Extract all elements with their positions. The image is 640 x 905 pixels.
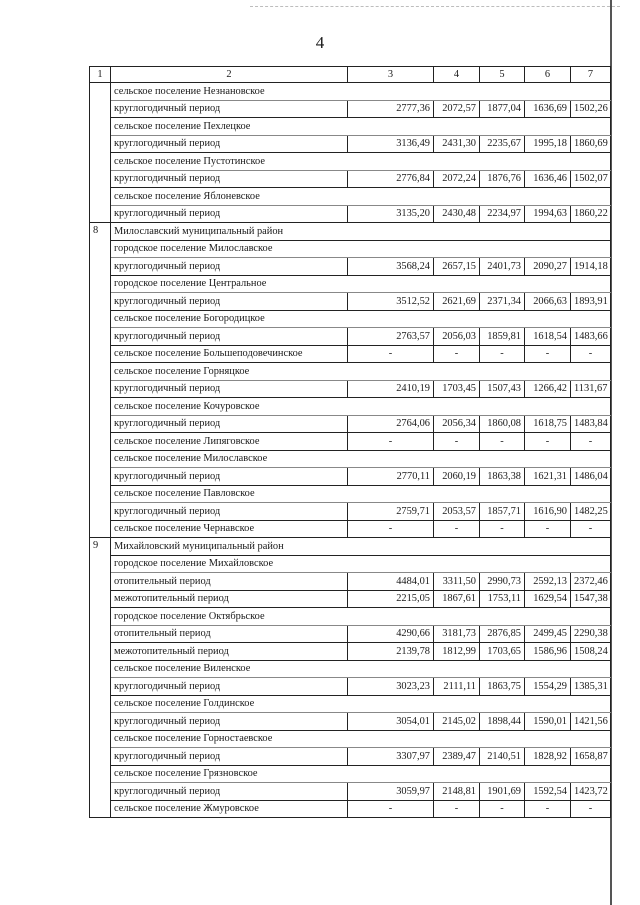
header-cell: 4 — [434, 67, 480, 83]
row-number-cell: 9 — [90, 538, 111, 818]
row-label: сельское поселение Пустотинское — [111, 153, 611, 171]
value-cell: 1812,99 — [434, 643, 480, 661]
value-cell: 1636,69 — [525, 100, 571, 118]
table-header-row — [90, 67, 611, 83]
value-cell: 1508,24 — [571, 643, 611, 661]
row-label: сельское поселение Большеподовечинское — [111, 345, 348, 363]
settlement-row — [90, 660, 611, 678]
row-label: круглогодичный период — [111, 713, 348, 731]
row-label: круглогодичный период — [111, 380, 348, 398]
value-cell: 1703,65 — [480, 643, 525, 661]
value-cell: 1860,22 — [571, 205, 611, 223]
value-cell: 2770,11 — [348, 468, 434, 486]
value-cell: 2111,11 — [434, 678, 480, 696]
value-cell: 1753,11 — [480, 590, 525, 608]
value-cell: 1901,69 — [480, 783, 525, 801]
value-cell: 1482,25 — [571, 503, 611, 521]
value-cell: 2215,05 — [348, 590, 434, 608]
value-cell: - — [571, 433, 611, 451]
district-name: Милославский муниципальный район — [111, 223, 611, 241]
table-row — [90, 380, 611, 398]
table-row — [90, 800, 611, 818]
table-row — [90, 678, 611, 696]
table-row — [90, 573, 611, 591]
district-row — [90, 223, 611, 241]
value-cell: 1703,45 — [434, 380, 480, 398]
row-label: сельское поселение Горностаевское — [111, 730, 611, 748]
value-cell: - — [348, 345, 434, 363]
value-cell: 1828,92 — [525, 748, 571, 766]
row-label: круглогодичный период — [111, 293, 348, 311]
settlement-row — [90, 765, 611, 783]
value-cell: - — [348, 800, 434, 818]
value-cell: 2430,48 — [434, 205, 480, 223]
value-cell: 1423,72 — [571, 783, 611, 801]
value-cell: 2072,57 — [434, 100, 480, 118]
value-cell: 3054,01 — [348, 713, 434, 731]
settlement-row — [90, 153, 611, 171]
settlement-row — [90, 730, 611, 748]
row-label: городское поселение Октябрьское — [111, 608, 611, 626]
value-cell: - — [434, 433, 480, 451]
value-cell: 3512,52 — [348, 293, 434, 311]
value-cell: 2776,84 — [348, 170, 434, 188]
row-label: круглогодичный период — [111, 415, 348, 433]
value-cell: - — [525, 800, 571, 818]
table-row — [90, 625, 611, 643]
value-cell: 1629,54 — [525, 590, 571, 608]
row-label: сельское поселение Яблоневское — [111, 188, 611, 206]
value-cell: 2371,34 — [480, 293, 525, 311]
row-label: сельское поселение Чернавское — [111, 520, 348, 538]
value-cell: 4484,01 — [348, 573, 434, 591]
value-cell: 2234,97 — [480, 205, 525, 223]
value-cell: 1266,42 — [525, 380, 571, 398]
value-cell: 3311,50 — [434, 573, 480, 591]
value-cell: 1994,63 — [525, 205, 571, 223]
value-cell: 1863,38 — [480, 468, 525, 486]
value-cell: 1547,38 — [571, 590, 611, 608]
table-row — [90, 748, 611, 766]
value-cell: 2090,27 — [525, 258, 571, 276]
value-cell: 2290,38 — [571, 625, 611, 643]
value-cell: 3181,73 — [434, 625, 480, 643]
value-cell: 2145,02 — [434, 713, 480, 731]
row-label: круглогодичный период — [111, 468, 348, 486]
value-cell: 2431,30 — [434, 135, 480, 153]
table-row — [90, 503, 611, 521]
value-cell: - — [571, 520, 611, 538]
district-name: Михайловский муниципальный район — [111, 538, 611, 556]
row-label: круглогодичный период — [111, 100, 348, 118]
row-label: городское поселение Михайловское — [111, 555, 611, 573]
row-label: городское поселение Милославское — [111, 240, 611, 258]
value-cell: - — [348, 520, 434, 538]
value-cell: 2148,81 — [434, 783, 480, 801]
tariff-table — [89, 66, 611, 818]
row-number-cell: 8 — [90, 223, 111, 538]
value-cell: 2235,67 — [480, 135, 525, 153]
value-cell: - — [525, 345, 571, 363]
row-label: сельское поселение Пехлецкое — [111, 118, 611, 136]
value-cell: 1893,91 — [571, 293, 611, 311]
row-label: круглогодичный период — [111, 135, 348, 153]
value-cell: 2499,45 — [525, 625, 571, 643]
header-cell: 6 — [525, 67, 571, 83]
value-cell: 2410,19 — [348, 380, 434, 398]
value-cell: 1995,18 — [525, 135, 571, 153]
row-label: сельское поселение Голдинское — [111, 695, 611, 713]
value-cell: - — [571, 345, 611, 363]
row-label: отопительный период — [111, 573, 348, 591]
table-row — [90, 205, 611, 223]
header-cell: 1 — [90, 67, 111, 83]
value-cell: - — [480, 800, 525, 818]
value-cell: 2401,73 — [480, 258, 525, 276]
row-label: сельское поселение Кочуровское — [111, 398, 611, 416]
settlement-row — [90, 555, 611, 573]
value-cell: 1554,29 — [525, 678, 571, 696]
value-cell: 1483,66 — [571, 328, 611, 346]
settlement-row — [90, 608, 611, 626]
settlement-row — [90, 398, 611, 416]
value-cell: 2056,03 — [434, 328, 480, 346]
value-cell: 3568,24 — [348, 258, 434, 276]
row-label: межотопительный период — [111, 643, 348, 661]
table-row — [90, 520, 611, 538]
value-cell: 1486,04 — [571, 468, 611, 486]
value-cell: - — [434, 800, 480, 818]
row-label: сельское поселение Виленское — [111, 660, 611, 678]
value-cell: 1621,31 — [525, 468, 571, 486]
value-cell: 2759,71 — [348, 503, 434, 521]
row-label: сельское поселение Незнановское — [111, 83, 611, 101]
value-cell: 1507,43 — [480, 380, 525, 398]
value-cell: 1898,44 — [480, 713, 525, 731]
value-cell: 1616,90 — [525, 503, 571, 521]
settlement-row — [90, 275, 611, 293]
value-cell: 1483,84 — [571, 415, 611, 433]
value-cell: 1860,08 — [480, 415, 525, 433]
value-cell: 1586,96 — [525, 643, 571, 661]
scan-artifact-line — [250, 6, 620, 10]
value-cell: 2056,34 — [434, 415, 480, 433]
row-label: круглогодичный период — [111, 678, 348, 696]
table-row — [90, 293, 611, 311]
value-cell: - — [571, 800, 611, 818]
value-cell: 2139,78 — [348, 643, 434, 661]
value-cell: 3023,23 — [348, 678, 434, 696]
table-row — [90, 643, 611, 661]
row-label: круглогодичный период — [111, 328, 348, 346]
value-cell: 2657,15 — [434, 258, 480, 276]
value-cell: 2876,85 — [480, 625, 525, 643]
value-cell: 1421,56 — [571, 713, 611, 731]
value-cell: 1618,75 — [525, 415, 571, 433]
table-row — [90, 258, 611, 276]
value-cell: 1385,31 — [571, 678, 611, 696]
row-label: сельское поселение Горняцкое — [111, 363, 611, 381]
value-cell: 1592,54 — [525, 783, 571, 801]
value-cell: - — [348, 433, 434, 451]
value-cell: 3136,49 — [348, 135, 434, 153]
value-cell: 1863,75 — [480, 678, 525, 696]
row-label: сельское поселение Милославское — [111, 450, 611, 468]
row-label: сельское поселение Богородицкое — [111, 310, 611, 328]
table-row — [90, 345, 611, 363]
table-row — [90, 433, 611, 451]
value-cell: 2060,19 — [434, 468, 480, 486]
header-cell: 3 — [348, 67, 434, 83]
row-label: межотопительный период — [111, 590, 348, 608]
value-cell: 1590,01 — [525, 713, 571, 731]
value-cell: 2389,47 — [434, 748, 480, 766]
value-cell: 1658,87 — [571, 748, 611, 766]
value-cell: 1914,18 — [571, 258, 611, 276]
value-cell: - — [525, 433, 571, 451]
district-row — [90, 538, 611, 556]
settlement-row — [90, 363, 611, 381]
value-cell: 2072,24 — [434, 170, 480, 188]
value-cell: 2140,51 — [480, 748, 525, 766]
table-row — [90, 328, 611, 346]
value-cell: 3307,97 — [348, 748, 434, 766]
table-row — [90, 783, 611, 801]
value-cell: - — [434, 345, 480, 363]
row-label: сельское поселение Жмуровское — [111, 800, 348, 818]
row-number-cell — [90, 83, 111, 223]
value-cell: - — [434, 520, 480, 538]
value-cell: 1618,54 — [525, 328, 571, 346]
value-cell: - — [480, 433, 525, 451]
value-cell: 2621,69 — [434, 293, 480, 311]
header-cell: 7 — [571, 67, 611, 83]
settlement-row — [90, 695, 611, 713]
row-label: круглогодичный период — [111, 205, 348, 223]
settlement-row — [90, 83, 611, 101]
row-label: сельское поселение Грязновское — [111, 765, 611, 783]
value-cell: 2990,73 — [480, 573, 525, 591]
table-row — [90, 135, 611, 153]
value-cell: 3135,20 — [348, 205, 434, 223]
row-label: круглогодичный период — [111, 503, 348, 521]
row-label: круглогодичный период — [111, 783, 348, 801]
table-row — [90, 100, 611, 118]
settlement-row — [90, 450, 611, 468]
settlement-row — [90, 485, 611, 503]
header-cell: 2 — [111, 67, 348, 83]
row-label: круглогодичный период — [111, 748, 348, 766]
value-cell: 1636,46 — [525, 170, 571, 188]
value-cell: 2053,57 — [434, 503, 480, 521]
value-cell: - — [480, 520, 525, 538]
value-cell: 2763,57 — [348, 328, 434, 346]
table-row — [90, 590, 611, 608]
settlement-row — [90, 188, 611, 206]
value-cell: 1131,67 — [571, 380, 611, 398]
row-label: сельское поселение Павловское — [111, 485, 611, 503]
value-cell: 2372,46 — [571, 573, 611, 591]
row-label: городское поселение Центральное — [111, 275, 611, 293]
row-label: круглогодичный период — [111, 258, 348, 276]
table-row — [90, 170, 611, 188]
row-label: круглогодичный период — [111, 170, 348, 188]
value-cell: 1502,26 — [571, 100, 611, 118]
header-cell: 5 — [480, 67, 525, 83]
value-cell: 2066,63 — [525, 293, 571, 311]
value-cell: 1502,07 — [571, 170, 611, 188]
value-cell: 2764,06 — [348, 415, 434, 433]
settlement-row — [90, 118, 611, 136]
row-label: сельское поселение Липяговское — [111, 433, 348, 451]
value-cell: 1876,76 — [480, 170, 525, 188]
row-label: отопительный период — [111, 625, 348, 643]
value-cell: 2592,13 — [525, 573, 571, 591]
value-cell: 1877,04 — [480, 100, 525, 118]
page-number: 4 — [315, 33, 325, 52]
value-cell: - — [525, 520, 571, 538]
value-cell: 1860,69 — [571, 135, 611, 153]
value-cell: 3059,97 — [348, 783, 434, 801]
table-row — [90, 713, 611, 731]
value-cell: 4290,66 — [348, 625, 434, 643]
value-cell: 1857,71 — [480, 503, 525, 521]
settlement-row — [90, 240, 611, 258]
value-cell: 1867,61 — [434, 590, 480, 608]
value-cell: - — [480, 345, 525, 363]
table-row — [90, 415, 611, 433]
table-row — [90, 468, 611, 486]
value-cell: 2777,36 — [348, 100, 434, 118]
value-cell: 1859,81 — [480, 328, 525, 346]
settlement-row — [90, 310, 611, 328]
